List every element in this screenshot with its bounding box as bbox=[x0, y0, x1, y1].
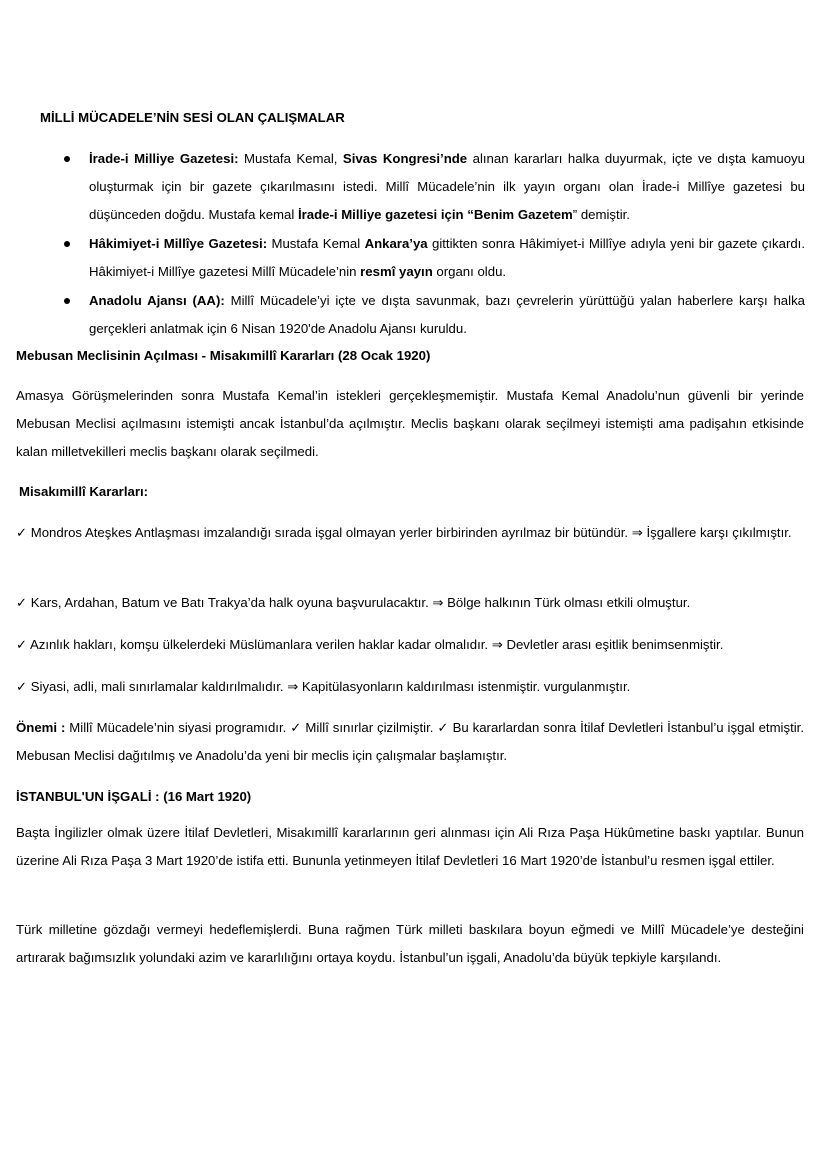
istanbul-paragraph-1: Başta İngilizler olmak üzere İtilaf Devletleri, Misakımillî kararlarının geri alınması için Ali Rıza Paşa Hükûmetine baskı yaptılar. Bunun üzerine Ali Rıza Paşa 3 Mart 1920’de istifa etti. Bununla yetinmeyen İtilaf Devletleri 16 Mart 1920’de İstanbul’u resmen işgal ettiler. bbox=[16, 825, 804, 868]
bullet-dot bbox=[64, 241, 70, 247]
bullet-dot bbox=[64, 298, 70, 304]
bullet-dot bbox=[64, 156, 70, 162]
istanbul-heading: İSTANBUL'UN İŞGALİ : (16 Mart 1920) bbox=[16, 789, 252, 804]
mebusan-heading: Mebusan Meclisinin Açılması - Misakımillî Kararları (28 Ocak 1920) bbox=[16, 348, 431, 363]
bullet-label: İrade-i Milliye Gazetesi: bbox=[89, 151, 239, 166]
istanbul-paragraph-2: Türk milletine gözdağı vermeyi hedeflemişlerdi. Buna rağmen Türk milleti baskılara boyun eğmedi ve Millî Mücadele’ye desteğini artırarak bağımsızlık yolundaki azim ve kararlılığını ortaya koydu. İstanbul’un işgali, Anadolu’da büyük tepkiyle karşılandı. bbox=[16, 922, 804, 965]
bullet-item-irade: İrade-i Milliye Gazetesi: Mustafa Kemal, Sivas Kongresi’nde alınan kararları halka duyurmak, içte ve dışta kamuoyu oluşturmak için bir gazete çıkarılmasını istedi. Millî Mücadele’nin ilk yayın organı olan İrade-i Millîye gazetesi bu düşünceden doğdu. Mustafa kemal İrade-i Milliye gazetesi için “Benim Gazetem” demiştir. bbox=[89, 151, 805, 222]
bullet-label: Anadolu Ajansı (AA): bbox=[89, 293, 225, 308]
misak-item: ✓ Siyasi, adli, mali sınırlamalar kaldırılmalıdır. ⇒ Kapitülasyonların kaldırılması istenmiştir. vurgulanmıştır. bbox=[16, 679, 631, 694]
onemi-paragraph: Önemi : Millî Mücadele’nin siyasi programıdır. ✓ Millî sınırlar çizilmiştir. ✓ Bu kararlardan sonra İtilaf Devletleri İstanbul’u işgal etmiştir. Mebusan Meclisi dağıtılmış ve Anadolu’da yeni bir meclis için çalışmalar başlamıştır. bbox=[16, 720, 804, 763]
bullet-label: Hâkimiyet-i Millîye Gazetesi: bbox=[89, 236, 268, 251]
section-title: MİLLİ MÜCADELE’NİN SESİ OLAN ÇALIŞMALAR bbox=[40, 110, 345, 125]
mebusan-paragraph: Amasya Görüşmelerinden sonra Mustafa Kemal’in istekleri gerçekleşmemiştir. Mustafa Kemal Anadolu’nun güvenli bir yerinde Mebusan Meclisi açılmasını istemişti ancak İstanbul’da açılmıştır. Meclis başkanı olarak seçilmeyi istemişti ama padişahın etkisinde kalan milletvekilleri meclis başkanı olarak seçilmedi. bbox=[16, 388, 804, 459]
bullet-item-ajans: Anadolu Ajansı (AA): Millî Mücadele’yi içte ve dışta savunmak, bazı çevrelerin yürüttüğü yalan haberlere karşı halka gerçekleri anlatmak için 6 Nisan 1920'de Anadolu Ajansı kuruldu. bbox=[89, 293, 806, 336]
onemi-label: Önemi : bbox=[16, 720, 66, 735]
misak-item: ✓ Kars, Ardahan, Batum ve Batı Trakya’da halk oyuna başvurulacaktır. ⇒ Bölge halkının Türk olması etkili olmuştur. bbox=[16, 595, 691, 610]
misak-item: ✓ Azınlık hakları, komşu ülkelerdeki Müslümanlara verilen haklar kadar olmalıdır. ⇒ Devletler arası eşitlik benimsenmiştir. bbox=[16, 637, 724, 652]
misak-heading: Misakımillî Kararları: bbox=[19, 484, 149, 499]
misak-item: ✓ Mondros Ateşkes Antlaşması imzalandığı sırada işgal olmayan yerler birbirinden ayrılmaz bir bütündür. ⇒ İşgallere karşı çıkılmıştır. bbox=[16, 525, 792, 540]
bullet-item-hakimiyet: Hâkimiyet-i Millîye Gazetesi: Mustafa Kemal Ankara’ya gittikten sonra Hâkimiyet-i Millîye adıyla yeni bir gazete çıkardı. Hâkimiyet-i Millîye gazetesi Millî Mücadele’nin resmî yayın organı oldu. bbox=[89, 236, 805, 279]
